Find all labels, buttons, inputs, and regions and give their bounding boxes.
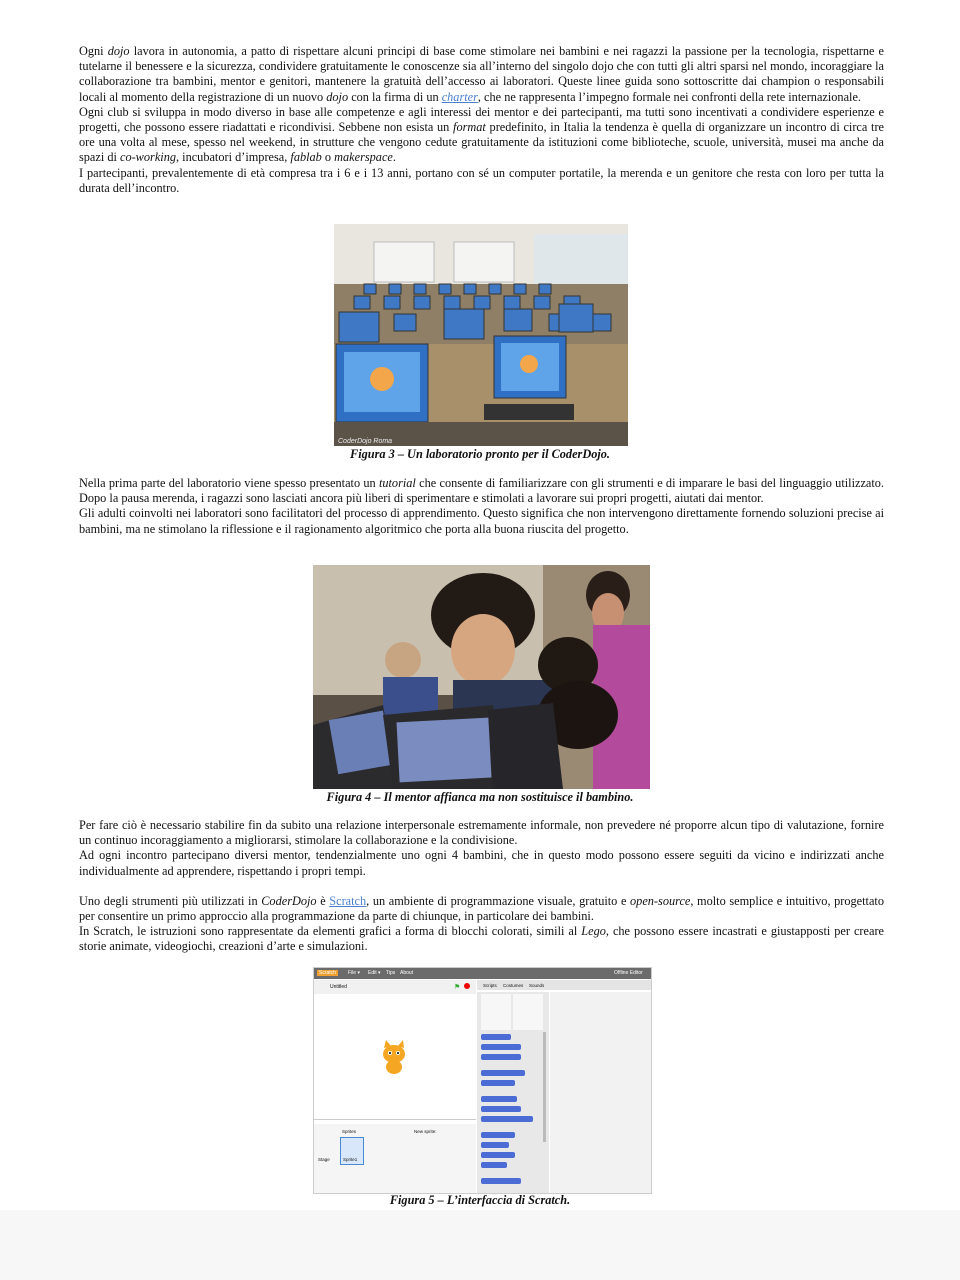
figure-4-caption: Figura 4 – Il mentor affianca ma non sostituisce il bambino. <box>326 790 634 804</box>
scratch-logo: Scratch <box>319 970 336 976</box>
project-title: Untitled <box>330 984 347 990</box>
palette-scrollbar[interactable] <box>543 1032 546 1142</box>
block[interactable] <box>481 1152 515 1158</box>
paragraph-3: I partecipanti, prevalentemente di età compresa tra i 6 e i 13 anni, portano con sé un computer portatile, la merenda e un genitore che resta con loro per tutta la durata dell’incontro. <box>79 165 884 195</box>
menu-file[interactable]: File ▾ <box>348 970 360 976</box>
offline-editor-label: Offline Editor <box>614 970 643 976</box>
block-palette <box>477 992 549 1193</box>
classroom-photo <box>334 224 628 446</box>
paragraph-6: Per fare ciò è necessario stabilire fin da subito una relazione interpersonale estremamente informale, non prevedere né proporre alcun tipo di valutazione, fornire un continuo incoraggiamento a migliorarsi, stimolare la collaborazione e la condivisione. <box>79 818 884 848</box>
block[interactable] <box>481 1034 511 1040</box>
new-sprite-label: New sprite: <box>414 1129 437 1134</box>
paragraph-5: Gli adulti coinvolti nei laboratori sono facilitatori del processo di apprendimento. Questo significa che non intervengono direttamente fornendo soluzioni precise ai bambini, ma ne stimolano la riflessione e il ragionamento algoritmico che porta alla buona riuscita del progetto. <box>79 506 884 536</box>
figure-3-photo <box>334 224 628 446</box>
scratch-link[interactable]: Scratch <box>329 893 367 908</box>
text-block-lower <box>79 818 884 955</box>
stage-label: Stage <box>318 1157 330 1162</box>
paragraph-2: Ogni club si sviluppa in modo diverso in base alle competenze e agli interessi dei mentor e dei partecipanti, ma tutti sono incentivati a condividere esperienze e progetti, che possono essere riadattati e ricondivisi. Sebbene non esista un format predefinito, in Italia la tendenza è quella di organizzare un incontro di circa tre ore una volta al mese, spesso nel weekend, in strutture che vengono cedute gratuitamente da istituzioni come biblioteche, scuole, università, musei ma anche da spazi di co-working, incubatori d’impresa, fablab o makerspace. <box>79 104 885 165</box>
block[interactable] <box>481 1054 521 1060</box>
stage-area[interactable] <box>314 994 476 1120</box>
sprites-label: Sprites <box>342 1129 357 1134</box>
tab-costumes[interactable]: Costumes <box>503 983 524 988</box>
sprite-panel <box>314 1124 476 1193</box>
sprite1-thumbnail[interactable]: Sprite1 <box>340 1137 364 1165</box>
green-flag-icon[interactable]: ⚑ <box>454 984 461 991</box>
figure-4-photo <box>313 565 650 789</box>
paragraph-8: Uno degli strumenti più utilizzati in CoderDojo è Scratch, un ambiente di programmazione visuale, gratuito e open-source, molto semplice e intuitivo, progettato per consentire un primo approccio alla programmazione da parte di chiunque, in particolare dei bambini. <box>79 893 884 924</box>
block-categories[interactable] <box>481 994 511 1030</box>
tab-scripts[interactable]: Scripts <box>483 983 497 988</box>
stop-icon[interactable] <box>464 983 470 989</box>
block-categories-right[interactable] <box>513 994 543 1030</box>
paragraph-1: Ogni dojo lavora in autonomia, a patto di rispettare alcuni principi di base come stimolare nei bambini e nei ragazzi la passione per la tecnologia, rispettarne e tutelarne il benessere e la sicurezza, condividere gratuitamente le conoscenze sia all’interno del singolo dojo che con tutti gli altri sparsi nel mondo, incoraggiare la collaborazione tra bambini, mentor e genitori, mantenere la gratuità dell’accesso ai laboratori. Queste linee guida sono sottoscritte dai champion o responsabili locali al momento della registrazione di un nuovo dojo con la firma di un charter, che ne rappresenta l’impegno formale nei confronti della rete internazionale. <box>79 44 884 104</box>
text-block-top <box>79 44 884 196</box>
block[interactable] <box>481 1106 521 1112</box>
block[interactable] <box>481 1070 525 1076</box>
figure-5-scratch-screenshot <box>313 967 652 1194</box>
block[interactable] <box>481 1116 533 1122</box>
page-bottom-margin <box>0 1210 960 1280</box>
menu-tips[interactable]: Tips <box>386 970 396 976</box>
block[interactable] <box>481 1132 515 1138</box>
paragraph-4: Nella prima parte del laboratorio viene spesso presentato un tutorial che consente di familiarizzare con gli strumenti e di imparare le basi del linguaggio utilizzato. Dopo la pausa merenda, i ragazzi sono lasciati ancora più liberi di sperimentare e stimolati a lavorare sui propri progetti, aiutati dai mentor. <box>79 476 884 506</box>
block[interactable] <box>481 1142 509 1148</box>
scripts-area[interactable] <box>550 992 651 1193</box>
tab-sounds[interactable]: Sounds <box>529 983 545 988</box>
block[interactable] <box>481 1080 515 1086</box>
paragraph-7: Ad ogni incontro partecipano diversi mentor, tendenzialmente uno ogni 4 bambini, che in questo modo possono essere seguiti da vicino e indirizzati anche individualmente ad apprendere, rispettando i propri tempi. <box>79 848 884 878</box>
menu-edit[interactable]: Edit ▾ <box>368 970 381 976</box>
scratch-menu-bar <box>314 968 651 979</box>
block[interactable] <box>481 1162 507 1168</box>
stage-header <box>314 980 476 994</box>
block[interactable] <box>481 1178 521 1184</box>
text-block-middle <box>79 476 884 537</box>
menu-about[interactable]: About <box>400 970 414 976</box>
figure-3-caption: Figura 3 – Un laboratorio pronto per il CoderDojo. <box>350 447 610 461</box>
block[interactable] <box>481 1096 517 1102</box>
scratch-cat-sprite[interactable] <box>374 1038 414 1078</box>
figure-5-caption: Figura 5 – L’interfaccia di Scratch. <box>389 1193 571 1207</box>
photo-watermark: CoderDojo Roma <box>338 438 393 445</box>
block[interactable] <box>481 1044 521 1050</box>
charter-link[interactable]: charter <box>441 89 478 104</box>
tabs-bar <box>477 980 651 990</box>
paragraph-9: In Scratch, le istruzioni sono rappresentate da elementi grafici a forma di blocchi colorati, simili al Lego, che possono essere incastrati e giustapposti per creare storie animate, videogiochi, creazioni d’arte e simulazioni. <box>79 924 884 954</box>
mentor-photo <box>313 565 650 789</box>
